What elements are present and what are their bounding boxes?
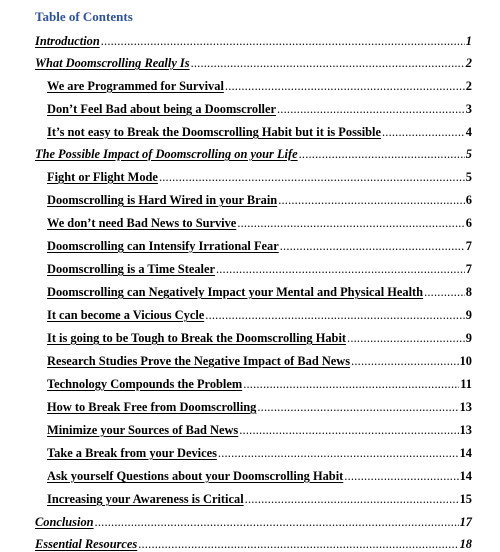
dot-leader [245, 492, 459, 507]
toc-entry-essential-resources[interactable] [35, 534, 472, 552]
dot-leader [225, 79, 465, 94]
toc-entry-label: Increasing your Awareness is Critical [47, 492, 244, 506]
toc-entry-time-stealer[interactable] [47, 259, 472, 277]
toc-entry-awareness[interactable] [47, 489, 472, 507]
dot-leader [243, 377, 459, 392]
dot-leader [138, 537, 458, 552]
toc-entry-fight-or-flight[interactable] [47, 167, 472, 185]
dot-leader [239, 423, 458, 438]
dot-leader [218, 446, 459, 461]
toc-entry-label: We are Programmed for Survival [47, 79, 224, 93]
toc-entry-programmed-for-survival[interactable] [47, 76, 472, 94]
toc-page-number: 6 [465, 216, 472, 230]
toc-page-number: 9 [465, 331, 472, 345]
toc-entry-technology-compounds[interactable] [47, 374, 472, 392]
toc-entry-label: Fight or Flight Mode [47, 170, 158, 184]
toc-entry-tough-to-break[interactable] [47, 328, 472, 346]
toc-entry-label: Minimize your Sources of Bad News [47, 423, 239, 437]
toc-page-number: 10 [459, 354, 472, 368]
dot-leader [382, 125, 465, 140]
toc-page-number: 3 [465, 102, 472, 116]
toc-page-number: 2 [465, 79, 472, 93]
toc-entry-hard-wired[interactable] [47, 190, 472, 208]
toc-page-number: 18 [459, 537, 472, 551]
toc-entry-introduction[interactable] [35, 31, 472, 49]
toc-entry-label: Don’t Feel Bad about being a Doomscroller [47, 102, 276, 116]
toc-entry-label: It can become a Vicious Cycle [47, 308, 205, 322]
toc-page-number: 6 [465, 193, 472, 207]
toc-entry-label: It’s not easy to Break the Doomscrolling Habit but it is Possible [47, 125, 381, 139]
dot-leader [101, 34, 465, 49]
toc-entry-conclusion[interactable] [35, 512, 472, 530]
dot-leader [257, 400, 458, 415]
dot-leader [351, 354, 459, 369]
toc-page-number: 14 [459, 469, 472, 483]
toc-entry-dont-feel-bad[interactable] [47, 99, 472, 117]
toc-entry-take-a-break[interactable] [47, 443, 472, 461]
toc-entry-mental-physical-health[interactable] [47, 282, 472, 300]
toc-entry-not-easy-to-break[interactable] [47, 122, 472, 140]
toc-page-number: 8 [465, 285, 472, 299]
toc-entry-minimize-sources[interactable] [47, 420, 472, 438]
toc-heading: Table of Contents [35, 9, 133, 24]
toc-page-number: 14 [459, 446, 472, 460]
dot-leader [344, 469, 458, 484]
toc-page-number: 2 [465, 56, 472, 70]
toc-page-number: 5 [465, 170, 472, 184]
toc-entry-label: The Possible Impact of Doomscrolling on your Life [35, 147, 298, 161]
toc-page-number: 9 [465, 308, 472, 322]
toc-entry-possible-impact[interactable] [35, 144, 472, 162]
toc-page-number: 5 [465, 147, 472, 161]
toc-entry-research-studies[interactable] [47, 351, 472, 369]
dot-leader [159, 170, 465, 185]
toc-entry-label: Doomscrolling is a Time Stealer [47, 262, 215, 276]
toc-entry-break-free[interactable] [47, 397, 472, 415]
toc-entry-label: Doomscrolling is Hard Wired in your Brain [47, 193, 278, 207]
dot-leader [347, 331, 465, 346]
toc-page-number: 17 [459, 515, 472, 529]
dot-leader [237, 216, 464, 231]
toc-entry-vicious-cycle[interactable] [47, 305, 472, 323]
toc-entry-label: We don’t need Bad News to Survive [47, 216, 237, 230]
toc-entry-label: What Doomscrolling Really Is [35, 56, 190, 70]
toc-entry-label: How to Break Free from Doomscrolling [47, 400, 257, 414]
toc-entry-label: Conclusion [35, 515, 94, 529]
toc-entry-label: Research Studies Prove the Negative Impact of Bad News [47, 354, 351, 368]
dot-leader [299, 147, 465, 162]
dot-leader [277, 102, 465, 117]
toc-entry-label: Ask yourself Questions about your Doomscrolling Habit [47, 469, 344, 483]
toc-entry-label: Take a Break from your Devices [47, 446, 217, 460]
dot-leader [205, 308, 465, 323]
toc-entry-label: Technology Compounds the Problem [47, 377, 243, 391]
dot-leader [95, 515, 459, 530]
toc-entry-label: Introduction [35, 34, 100, 48]
dot-leader [191, 56, 465, 71]
dot-leader [280, 239, 465, 254]
toc-entry-dont-need-bad-news[interactable] [47, 213, 472, 231]
toc-entry-label: Essential Resources [35, 537, 138, 551]
toc-entry-label: Doomscrolling can Intensify Irrational Fear [47, 239, 279, 253]
toc-page-number: 13 [459, 423, 472, 437]
toc-page-number: 11 [460, 377, 472, 391]
toc-page-number: 15 [459, 492, 472, 506]
dot-leader [278, 193, 465, 208]
toc-page-number: 7 [465, 239, 472, 253]
dot-leader [424, 285, 465, 300]
toc-page-number: 13 [459, 400, 472, 414]
toc-page-number: 1 [465, 34, 472, 48]
toc-page-number: 4 [465, 125, 472, 139]
toc-entry-what-doomscrolling-really-is[interactable] [35, 53, 472, 71]
toc-entry-ask-yourself[interactable] [47, 466, 472, 484]
toc-entry-irrational-fear[interactable] [47, 236, 472, 254]
toc-entry-label: Doomscrolling can Negatively Impact your Mental and Physical Health [47, 285, 424, 299]
toc-page-number: 7 [465, 262, 472, 276]
dot-leader [216, 262, 465, 277]
toc-entry-label: It is going to be Tough to Break the Doomscrolling Habit [47, 331, 347, 345]
